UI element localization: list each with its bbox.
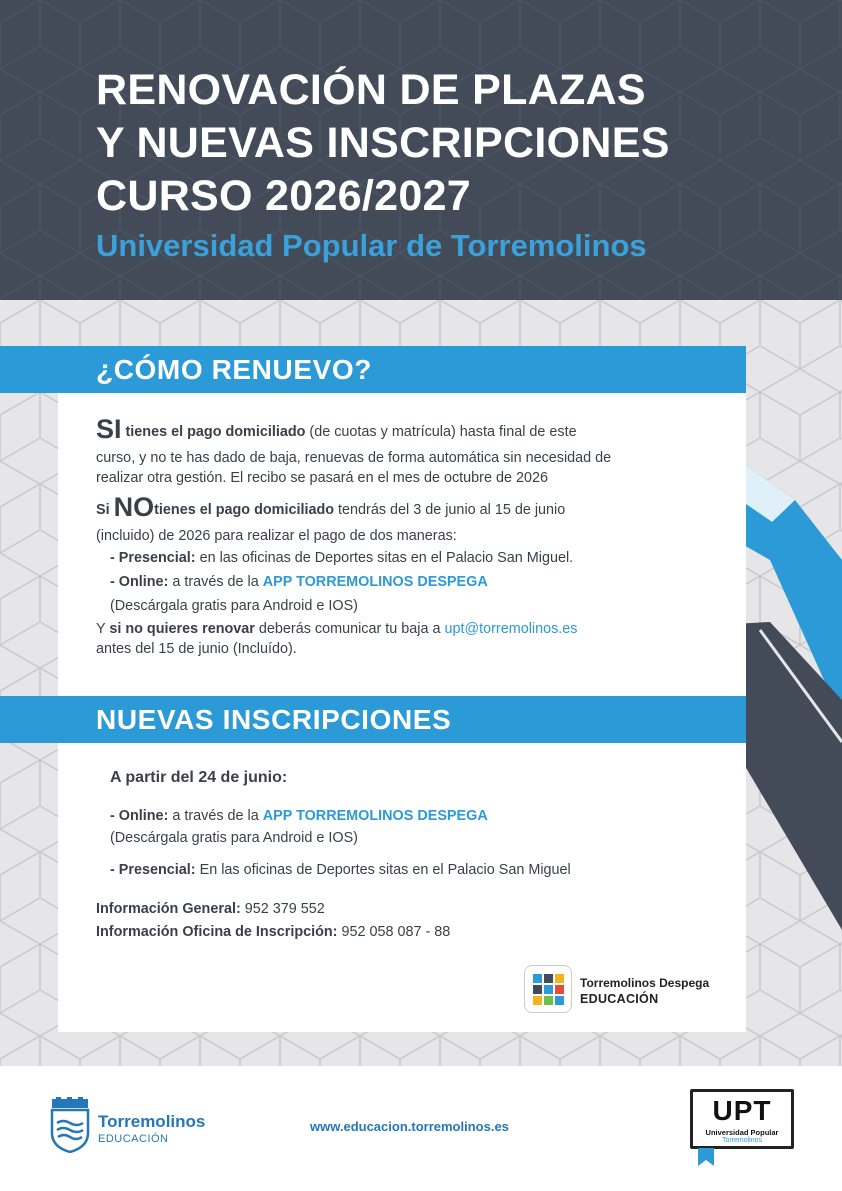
p2-lead: tienes el pago domiciliado [154, 502, 335, 518]
p2-line1-rest: tendrás del 3 de junio al 15 de junio [334, 502, 566, 518]
renew-presencial [110, 549, 573, 567]
email-link[interactable]: upt@torremolinos.es [444, 621, 578, 637]
title-line-2: Y NUEVAS INSCRIPCIONES [96, 119, 670, 167]
upt-logo-text: UPT [712, 1095, 772, 1126]
renew-paragraph-3-line-2: antes del 15 de junio (Incluído). [96, 641, 297, 657]
new-online [110, 807, 488, 825]
upt-logo [690, 1089, 794, 1149]
info-office-phone[interactable]: 952 058 087 - 88 [337, 924, 451, 940]
renew-download-note: (Descárgala gratis para Android e IOS) [110, 598, 358, 614]
si-emphasis: SI [96, 414, 122, 444]
website-link[interactable]: www.educacion.torremolinos.es [310, 1119, 509, 1134]
p3-text: deberás comunicar tu baja a [254, 621, 445, 637]
online-text: a través de la [168, 574, 263, 590]
info-office [96, 923, 450, 941]
renew-paragraph-1-line-3: realizar otra gestión. El recibo se pasará en el mes de octubre de 2026 [96, 470, 548, 486]
title-line-3: CURSO 2026/2027 [96, 172, 471, 220]
new-start-date: A partir del 24 de junio: [110, 769, 288, 786]
p2-si: Si [96, 502, 110, 518]
new-presencial [110, 861, 571, 879]
p1-lead: tienes el pago domiciliado [125, 424, 306, 440]
upt-logo-line-1: Universidad Popular [705, 1128, 779, 1137]
new-online-text: a través de la [168, 808, 263, 824]
renew-paragraph-1-line-2: curso, y no te has dado de baja, renuevas de forma automática sin necesidad de [96, 450, 612, 466]
page-subtitle: Universidad Popular de Torremolinos [96, 228, 647, 263]
p1-line1-rest: (de cuotas y matrícula) hasta final de este [305, 424, 577, 440]
section-heading-new: NUEVAS INSCRIPCIONES [0, 696, 746, 743]
renew-paragraph-2-line-2: (incluido) de 2026 para realizar el pago de dos maneras: [96, 528, 457, 544]
info-general-phone[interactable]: 952 379 552 [240, 901, 325, 917]
torremolinos-despega-app-icon [524, 965, 572, 1013]
new-online-label: - Online: [110, 808, 169, 824]
p3-y: Y [96, 621, 110, 637]
renew-paragraph-3-line-1 [96, 620, 578, 638]
presencial-label: - Presencial: [110, 550, 196, 566]
app-link[interactable]: APP TORREMOLINOS DESPEGA [262, 574, 488, 590]
footer-brand-sub: EDUCACIÓN [98, 1133, 169, 1145]
online-label: - Online: [110, 574, 169, 590]
footer-brand: Torremolinos [98, 1112, 206, 1131]
new-download-note: (Descárgala gratis para Android e IOS) [110, 830, 358, 846]
renew-paragraph-1-line-1 [96, 414, 577, 444]
renew-online [110, 573, 488, 591]
no-emphasis: NO [113, 492, 155, 522]
title-line-1: RENOVACIÓN DE PLAZAS [96, 66, 646, 114]
presencial-text: en las oficinas de Deportes sitas en el Palacio San Miguel. [195, 550, 574, 566]
info-office-label: Información Oficina de Inscripción: [96, 924, 338, 940]
upt-ribbon-icon [698, 1148, 714, 1168]
new-presencial-text: En las oficinas de Deportes sitas en el Palacio San Miguel [195, 862, 571, 878]
section-heading-renew: ¿CÓMO RENUEVO? [0, 346, 746, 393]
info-general [96, 900, 325, 918]
info-general-label: Información General: [96, 901, 241, 917]
renew-paragraph-2-line-1 [96, 492, 566, 522]
torremolinos-crest-icon [50, 1097, 90, 1153]
new-presencial-label: - Presencial: [110, 862, 196, 878]
upt-logo-line-2: Torremolinos [721, 1137, 763, 1144]
p3-bold: si no quieres renovar [109, 621, 255, 637]
app-badge-name: Torremolinos Despega [580, 976, 710, 990]
app-badge-sub: EDUCACIÓN [580, 992, 659, 1006]
new-app-link[interactable]: APP TORREMOLINOS DESPEGA [262, 808, 488, 824]
